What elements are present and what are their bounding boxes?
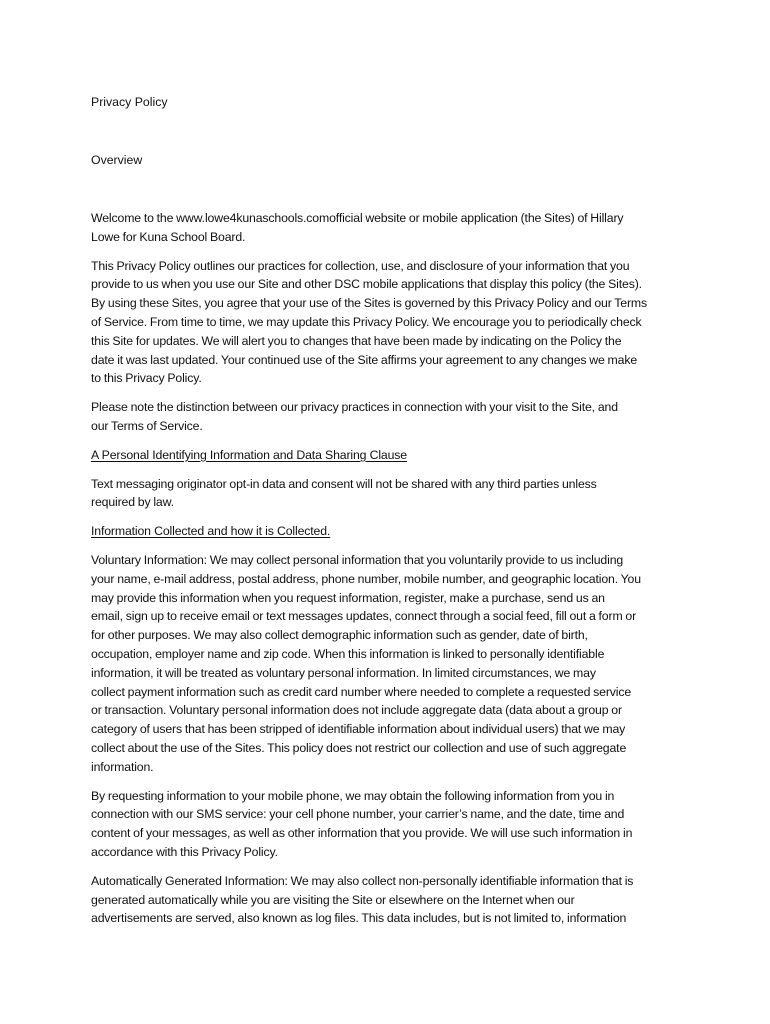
- note-paragraph: [91, 398, 683, 436]
- text-line: content of your messages, as well as other information that you provide. We will use such information in: [91, 826, 633, 841]
- text-line: this Site for updates. We will alert you to changes that have been made by indicating on the Policy the: [91, 333, 622, 348]
- text-line: may provide this information when you request information, register, make a purchase, send us an: [91, 590, 605, 605]
- text-line: This Privacy Policy outlines our practices for collection, use, and disclosure of your information that you: [91, 258, 630, 273]
- welcome-paragraph: [91, 209, 683, 247]
- voluntary-information-paragraph: [91, 551, 683, 777]
- section-heading-data-sharing: A Personal Identifying Information and Data Sharing Clause: [91, 447, 407, 462]
- text-line: occupation, employer name and zip code. When this information is linked to personally identifiable: [91, 646, 605, 661]
- text-line: category of users that has been stripped of identifiable information about individual users) that we may: [91, 722, 626, 737]
- document-body: [91, 209, 683, 938]
- text-line: date it was last updated. Your continued use of the Site affirms your agreement to any changes we make: [91, 352, 638, 367]
- text-line: required by law.: [91, 495, 174, 510]
- text-line: your name, e-mail address, postal address, phone number, mobile number, and geographic location. You: [91, 571, 641, 586]
- text-line: advertisements are served, also known as log files. This data includes, but is not limited to, information: [91, 911, 627, 926]
- text-line: collect about the use of the Sites. This policy does not restrict our collection and use of such aggregate: [91, 740, 627, 755]
- text-line: connection with our SMS service: your cell phone number, your carrier’s name, and the date, time and: [91, 807, 625, 822]
- text-line: Automatically Generated Information: We may also collect non-personally identifiable information that is: [91, 873, 634, 888]
- text-line: information, it will be treated as voluntary personal information. In limited circumstances, we may: [91, 665, 596, 680]
- automatic-information-paragraph: [91, 872, 683, 928]
- text-line: accordance with this Privacy Policy.: [91, 844, 278, 859]
- text-line: email, sign up to receive email or text messages updates, connect through a social feed, fill out a form or: [91, 609, 637, 624]
- text-line: Lowe for Kuna School Board.: [91, 229, 246, 244]
- text-line: of Service. From time to time, we may update this Privacy Policy. We encourage you to periodically check: [91, 314, 642, 329]
- text-line: to this Privacy Policy.: [91, 371, 202, 386]
- sms-paragraph: [91, 787, 683, 862]
- document-title: Privacy Policy: [91, 95, 168, 109]
- text-line: Voluntary Information: We may collect personal information that you voluntarily provide to us including: [91, 552, 624, 567]
- text-line: our Terms of Service.: [91, 418, 203, 433]
- section-heading-information-collected: Information Collected and how it is Collected.: [91, 524, 331, 539]
- text-line: information.: [91, 759, 154, 774]
- data-sharing-paragraph: [91, 475, 683, 513]
- intro-paragraph: [91, 257, 683, 389]
- text-line: Text messaging originator opt-in data and consent will not be shared with any third parties unless: [91, 476, 597, 491]
- text-line: or transaction. Voluntary personal information does not include aggregate data (data about a group or: [91, 703, 622, 718]
- overview-heading: Overview: [91, 153, 143, 167]
- text-line: generated automatically while you are visiting the Site or elsewhere on the Internet when our: [91, 892, 575, 907]
- text-line: collect payment information such as credit card number where needed to complete a requested service: [91, 684, 632, 699]
- text-line: Please note the distinction between our privacy practices in connection with your visit to the Site, and: [91, 400, 618, 415]
- text-line: provide to us when you use our Site and other DSC mobile applications that display this policy (the Sites).: [91, 277, 642, 292]
- text-line: for other purposes. We may also collect demographic information such as gender, date of birth,: [91, 628, 588, 643]
- text-line: By requesting information to your mobile phone, we may obtain the following information from you in: [91, 788, 615, 803]
- text-line: Welcome to the www.lowe4kunaschools.comofficial website or mobile application (the Sites) of Hillary: [91, 211, 624, 225]
- text-line: By using these Sites, you agree that your use of the Sites is governed by this Privacy Policy and our Terms: [91, 296, 648, 311]
